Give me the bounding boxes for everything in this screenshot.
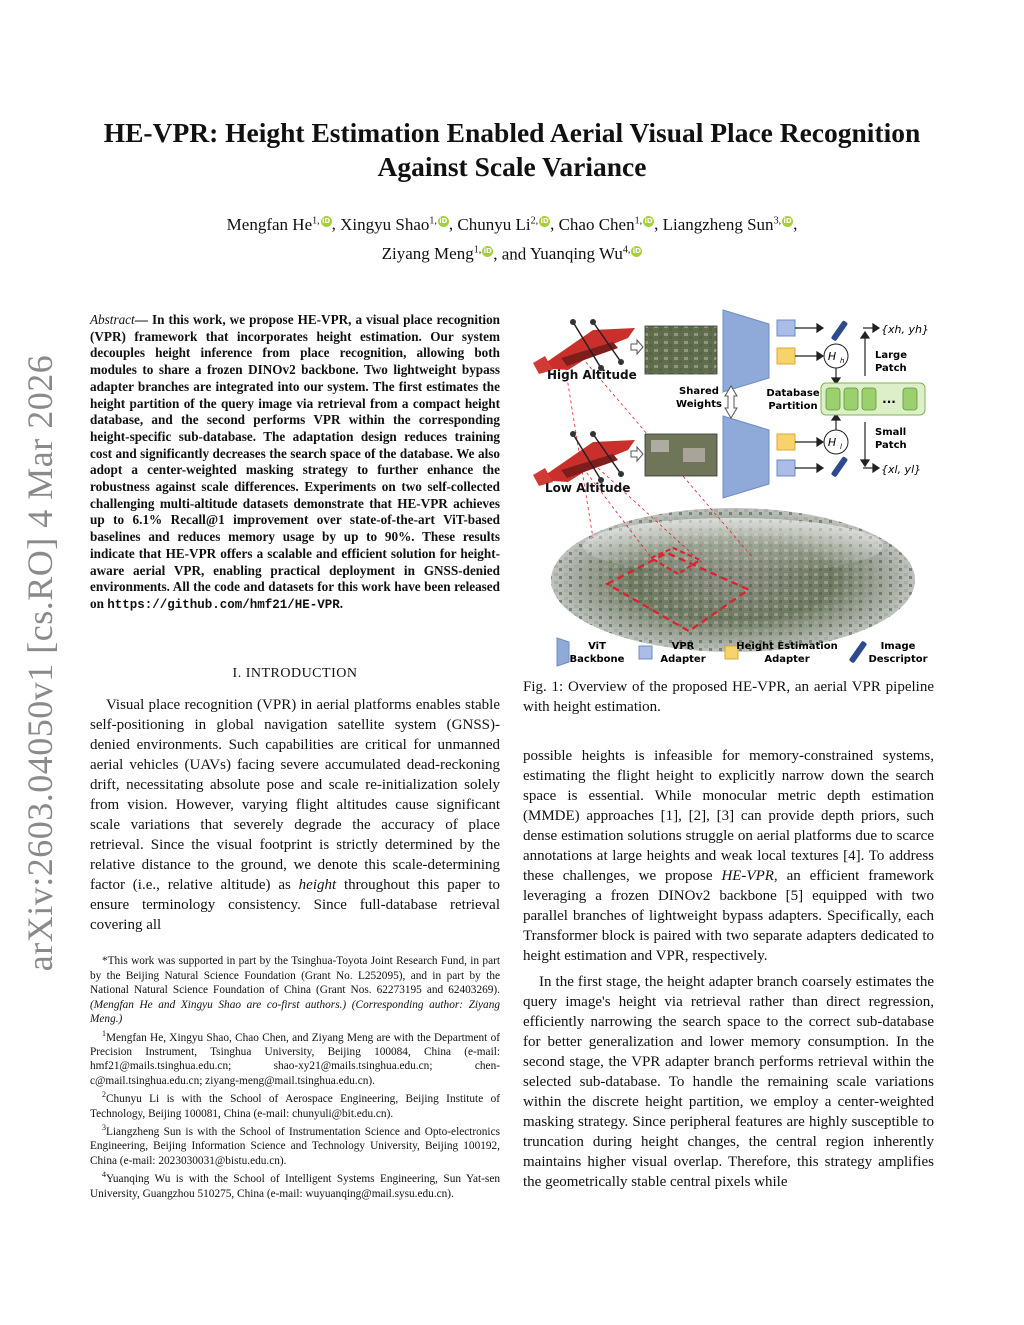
title-line-2: Against Scale Variance bbox=[377, 151, 647, 182]
right-column-text bbox=[523, 746, 934, 1192]
query-image-high bbox=[645, 326, 717, 374]
high-altitude-label: High Altitude bbox=[547, 368, 637, 382]
author[interactable]: Mengfan $He^{1,}$ iD bbox=[226, 214, 331, 234]
svg-text:Height Estimation: Height Estimation bbox=[736, 641, 838, 652]
svg-text:Adapter: Adapter bbox=[764, 654, 810, 665]
orcid-icon[interactable]: iD bbox=[322, 217, 331, 225]
svg-text:Backbone: Backbone bbox=[569, 654, 625, 665]
author[interactable]: Yuanqing $Wu^{4,}$ iD bbox=[529, 244, 641, 264]
shared-label: Shared bbox=[679, 386, 719, 397]
paragraph: In the first stage, the height adapter branch coarsely estimates the query image's height via retrieval rather than direct regression, efficiently narrowing the search space to the correct sub-database for better generalization and lower memory consumption. In the second stage, the VPR adapter branch performs retrieval within the selected sub-database. To handle the remaining scale variations within the discrete height partition, we employ a center-weighted masking strategy. Since peripheral features are highly susceptible to truncation during height changes, the central region inherently maintains higher visual overlap. Therefore, this strategy amplifies the geometrically stable central pixels while bbox=[523, 974, 934, 1190]
output-coords-low: {xl, yl} bbox=[881, 463, 922, 476]
ellipsis: ... bbox=[882, 392, 896, 406]
footnote: $^2$Chunyu Li is with the School of Aerospace Engineering, Beijing Institute of Technology, Beijing 100081, China (e-mail: chunyuli@bit.edu.cn). bbox=[90, 1090, 500, 1120]
height-adapter-high bbox=[777, 348, 795, 364]
authors-row-1: Mengfan $He^{1,}$ iD, Xingyu Shao$^{1,}$ iD, Chunyu $Li^{2,}$ iD, Chao Chen$^{1,}$ iD, Liangzheng Sun$^{3,}$ iD, bbox=[226, 214, 798, 234]
footnote: $^3$Liangzheng Sun is with the School of Instrumentation Science and Opto-electronics Engineering, Beijing Information Science and Technology University, Beijing 100192, China (e-mail: 2023030031@bistu.edu.cn). bbox=[90, 1123, 500, 1167]
orcid-icon[interactable]: iD bbox=[540, 217, 549, 225]
author[interactable]: Chao Chen$^{1,}$ iD bbox=[558, 214, 653, 234]
arxiv-stamp bbox=[10, 354, 70, 972]
author[interactable]: Liangzheng Sun$^{3,}$ iD bbox=[662, 214, 792, 234]
city-ellipse bbox=[551, 508, 915, 652]
small-label: Small bbox=[875, 427, 907, 438]
database-cylinders bbox=[826, 388, 917, 410]
low-altitude-label: Low Altitude bbox=[545, 481, 631, 495]
large-label: Large bbox=[875, 350, 907, 361]
repo-link[interactable]: https://github.com/hmf21/HE-VPR bbox=[107, 597, 340, 612]
svg-text:H: H bbox=[827, 350, 837, 363]
legend-backbone-icon bbox=[557, 638, 569, 666]
paper-title bbox=[90, 116, 934, 184]
svg-text:Image: Image bbox=[880, 641, 916, 652]
figure-1 bbox=[523, 308, 934, 670]
drone-high bbox=[533, 319, 635, 374]
weights-label: Weights bbox=[676, 399, 722, 410]
arxiv-id: arXiv:2603.04050v1 [cs.RO] 4 Mar 2026 bbox=[20, 354, 60, 972]
partition-label: Partition bbox=[768, 401, 818, 412]
authors-and: and bbox=[501, 244, 527, 264]
large-patch-label: Patch bbox=[875, 363, 907, 374]
abstract-label: Abstract bbox=[90, 312, 135, 327]
footnote: $^1$Mengfan He, Xingyu Shao, Chao Chen, and Ziyang Meng are with the Department of Precision Instrument, Tsinghua University, Beijing 100084, China (e-mail: hmf21@mails.tsinghua.edu.cn; shao-xy21@mails.tsinghua.edu.cn; chen-c@mail.tsinghua.edu.cn; ziyang-meng@mail.tsinghua.edu.cn). bbox=[90, 1028, 500, 1087]
legend-descriptor-icon bbox=[849, 640, 868, 663]
legend-vpr-icon bbox=[639, 646, 652, 659]
author[interactable]: Chunyu $Li^{2,}$ iD bbox=[457, 214, 549, 234]
orcid-icon[interactable]: iD bbox=[439, 217, 448, 225]
svg-text:l: l bbox=[840, 443, 842, 451]
vpr-adapter-low bbox=[777, 460, 795, 476]
abstract-body: — In this work, we propose HE-VPR, a visual place recognition (VPR) framework that incorporates height estimation. Our system decouples height inference from place recognition, allowing both modules to share a frozen DINOv2 backbone. Two lightweight bypass adapter branches are integrated into our system. The first estimates the height partition of the query image via retrieval from a compact height database, and the second performs VPR within the corresponding height-specific sub-database. The adaptation design reduces training cost and significantly decreases the search space of the database. We also adopt a center-weighted masking strategy to further enhance the robustness against scale differences. Experiments on two self-collected challenging multi-altitude datasets demonstrate that HE-VPR achieves up to 6.1% Recall@1 improvement over state-of-the-art ViT-based baselines and reduces memory usage by up to 90%. These results indicate that HE-VPR offers a scalable and efficient solution for height-aware aerial VPR, enabling practical deployment in GNSS-denied environments. All the code and datasets for this work have been released on bbox=[90, 312, 500, 611]
abstract: Abstract— In this work, we propose HE-VPR, a visual place recognition (VPR) framework that incorporates height estimation. Our system decouples height inference from place recognition, allowing both modules to share a frozen DINOv2 backbone. Two lightweight bypass adapter branches are integrated into our system. The first estimates the height partition of the query image via retrieval from a compact height database, and the second performs VPR within the corresponding height-specific sub-database. The adaptation design reduces training cost and significantly decreases the search space of the database. We also adopt a center-weighted masking strategy to further enhance the robustness against scale differences. Experiments on two self-collected challenging multi-altitude datasets demonstrate that HE-VPR achieves up to 6.1% Recall@1 improvement over state-of-the-art ViT-based baselines and reduces memory usage by up to 90%. These results indicate that HE-VPR offers a scalable and efficient solution for height-aware aerial VPR, enabling practical deployment in GNSS-denied environments. All the code and datasets for this work have been released on https://github.com/hmf21/HE-VPR. bbox=[90, 312, 500, 612]
authors-row-2: Ziyang Meng$^{1,}$ iD, and Yuanqing $Wu^{4,}$ iD bbox=[381, 244, 641, 264]
svg-text:VPR: VPR bbox=[671, 641, 695, 652]
orcid-icon[interactable]: iD bbox=[644, 217, 653, 225]
svg-text:Adapter: Adapter bbox=[660, 654, 706, 665]
vpr-adapter-high bbox=[777, 320, 795, 336]
intro-text bbox=[90, 695, 500, 935]
svg-text:ViT: ViT bbox=[588, 641, 606, 652]
small-patch-label: Patch bbox=[875, 440, 907, 451]
database-label: Database bbox=[766, 388, 820, 399]
svg-text:Descriptor: Descriptor bbox=[868, 654, 928, 665]
svg-text:h: h bbox=[840, 357, 845, 365]
image-descriptor-high bbox=[831, 320, 849, 341]
drone-low bbox=[533, 431, 635, 486]
author-list bbox=[90, 208, 934, 267]
footnotes bbox=[90, 954, 500, 1201]
author[interactable]: Ziyang Meng$^{1,}$ iD bbox=[381, 244, 492, 264]
vit-backbone-high bbox=[723, 310, 769, 392]
footnote: *This work was supported in part by the Tsinghua-Toyota Joint Research Fund, in part by the Beijing Natural Science Foundation (Grant No. L252095), and in part by the National Natural Science Foundation of China (Grant Nos. 62273195 and 62403269). (Mengfan He and Xingyu Shao are co-first authors.) (Corresponding author: Ziyang Meng.) bbox=[90, 955, 500, 1025]
author[interactable]: Xingyu Shao$^{1,}$ iD bbox=[340, 214, 448, 234]
output-coords-high: {xh, yh} bbox=[881, 323, 929, 336]
orcid-icon[interactable]: iD bbox=[783, 217, 792, 225]
image-descriptor-low bbox=[831, 456, 849, 477]
legend bbox=[557, 638, 928, 666]
orcid-icon[interactable]: iD bbox=[632, 246, 641, 255]
figure-caption: Fig. 1: Overview of the proposed HE-VPR, an aerial VPR pipeline with height estimation. bbox=[523, 679, 934, 715]
section-heading: I. INTRODUCTION bbox=[232, 666, 358, 681]
footnote: $^4$Yuanqing Wu is with the School of Intelligent Systems Engineering, Sun Yat-sen University, Guangzhou 510275, China (e-mail: wuyuanqing@mail.sysu.edu.cn). bbox=[90, 1170, 500, 1200]
paragraph: Visual place recognition (VPR) in aerial platforms enables stable self-positioning in global navigation satellite system (GNSS)-denied environments. Such capabilities are critical for unmanned aerial vehicles (UAVs) facing severe accumulated dead-reckoning drift, necessitating absolute pose and scale re-initialization solely from vision. However, varying flight altitudes cause significant scale variations that severely degrade the accuracy of place retrieval. Since the visual footprint is strictly determined by the relative distance to the ground, we denote this scale-determining factor (i.e., relative altitude) as height throughout this paper to ensure terminology consistency. Since full-database retrieval covering all bbox=[90, 697, 500, 933]
height-adapter-low bbox=[777, 434, 795, 450]
vit-backbone-low bbox=[723, 416, 769, 498]
title-line-1: HE-VPR: Height Estimation Enabled Aerial Visual Place Recognition bbox=[103, 117, 921, 148]
paragraph: possible heights is infeasible for memory-constrained systems, estimating the flight height to explicitly narrow down the search space is essential. While monocular metric depth estimation (MMDE) approaches [1], [2], [3] can provide depth priors, such dense estimation solutions struggle on aerial platforms due to scarce annotations at large heights and weak local textures [4]. To address these challenges, we propose HE-VPR, an efficient framework leveraging a frozen DINOv2 backbone [5] equipped with two parallel branches of lightweight bypass adapters. Specifically, each Transformer block is paired with two separate adapters dedicated to height estimation and VPR, respectively. bbox=[523, 748, 935, 964]
query-image-low bbox=[645, 434, 717, 476]
orcid-icon[interactable]: iD bbox=[483, 246, 492, 255]
svg-text:H: H bbox=[827, 436, 837, 449]
